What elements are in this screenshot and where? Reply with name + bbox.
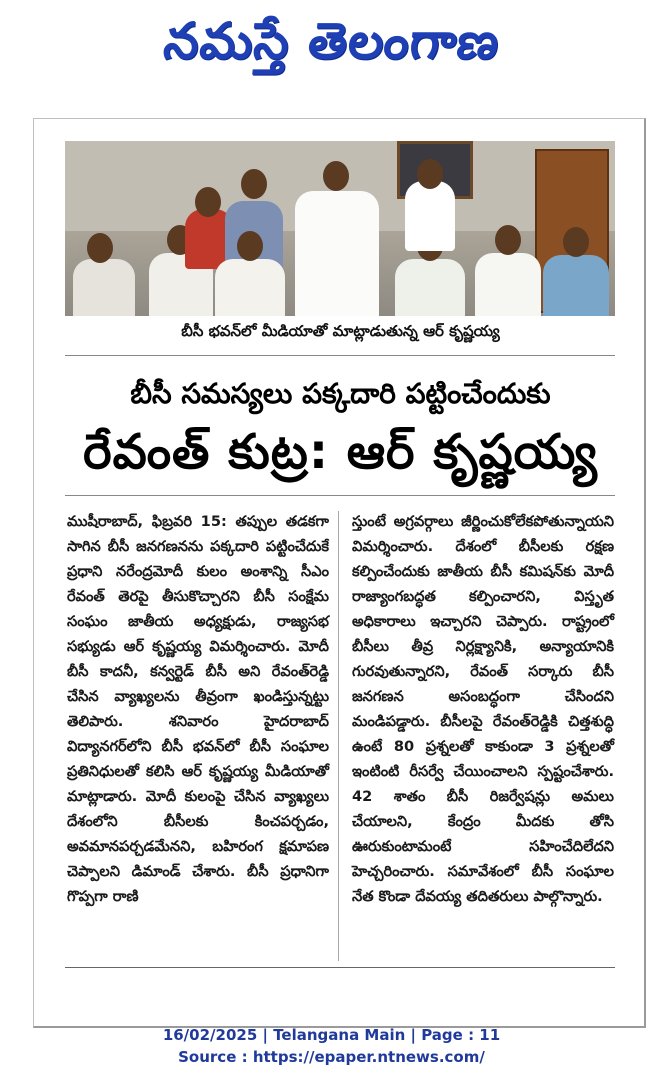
column-divider	[338, 511, 339, 961]
article-column-left: ముషీరాబాద్, ఫిబ్రవరి 15: తప్పుల తడకగా సాగిన బీసీ జనగణనను పక్కదారి పట్టించేదుకే ప్రధాని నరేంద్రమోదీ కులం అంశాన్ని సీఎం రేవంత్ తెరపై తీసుకొచ్చారని బీసీ సంక్షేమ సంఘం జాతీయ అధ్యక్షుడు, రాజ్యసభ సభ్యుడు ఆర్ కృష్ణయ్య విమర్శించారు. మోదీ బీసీ కాదనీ, కన్వర్టెడ్ బీసీ అని రేవంత్‌రెడ్డి చేసిన వ్యాఖ్యలను తీవ్రంగా ఖండిస్తున్నట్టు తెలిపారు. శనివారం హైదరాబాద్ విద్యానగర్‌లోని బీసీ భవన్‌లో బీసీ సంఘాల ప్రతినిధులతో కలిసి ఆర్ కృష్ణయ్య మీడియాతో మాట్లాడారు. మోదీ కులంపై చేసిన వ్యాఖ్యలు దేశంలోని బీసీలకు కించపర్చడం, అవమానపర్చడమేనని, బహిరంగ క్షమాపణ చెప్పాలని డిమాండ్ చేశారు. బీసీ ప్రధానిగా గొప్పగా రాణి	[67, 513, 329, 905]
headline-line-1: బీసీ సమస్యలు పక్కదారి పట్టించేందుకు	[130, 377, 551, 410]
headline-line-2: రేవంత్ కుట్ర: ఆర్ కృష్ణయ్య	[83, 424, 598, 480]
divider	[65, 355, 615, 356]
footer-source: Source : https://epaper.ntnews.com/	[178, 1048, 485, 1066]
photo-caption: బీసీ భవన్‌లో మీడియాతో మాట్లాడుతున్న ఆర్ కృష్ణయ్య	[181, 322, 500, 340]
news-clipping	[33, 118, 646, 1028]
article-column-right: స్తుంటే అగ్రవర్గాలు జీర్ణించుకోలేకపోతున్నాయని విమర్శించారు. దేశంలో బీసీలకు రక్షణ కల్పించేందుకు జాతీయ బీసీ కమిషన్‌కు మోదీ రాజ్యాంగబద్ధత కల్పించారని, విస్తృత అధికారాలు ఇచ్చారని చెప్పారు. రాష్ట్రంలో బీసీలు తీవ్ర నిర్లక్ష్యానికి, అన్యాయానికి గురవుతున్నారని, రేవంత్ సర్కారు బీసీ జనగణన అసంబద్ధంగా చేసిందని మండిపడ్డారు. బీసీలపై రేవంత్‌రెడ్డికి చిత్తశుద్ధి ఉంటే 80 ప్రశ్నలతో కాకుండా 3 ప్రశ్నలతో ఇంటింటి రీసర్వే చేయించాలని స్పష్టంచేశారు. 42 శాతం బీసీ రిజర్వేషన్లు అమలు చేయాలని, కేంద్రం మీదకు తోసి ఊరుకుంటామంటే సహించేదిలేదని హెచ్చరించారు. సమావేశంలో బీసీ సంఘాల నేత కొండా దేవయ్య తదితరులు పాల్గొన్నారు.	[352, 513, 614, 905]
news-photo	[65, 141, 615, 316]
newspaper-logo: నమస్తే తెలంగాణ	[160, 12, 503, 70]
divider	[65, 967, 615, 968]
footer-edition-info: 16/02/2025 | Telangana Main | Page : 11	[162, 1026, 501, 1044]
footer	[0, 1024, 663, 1068]
masthead	[0, 0, 663, 82]
divider	[65, 495, 615, 496]
